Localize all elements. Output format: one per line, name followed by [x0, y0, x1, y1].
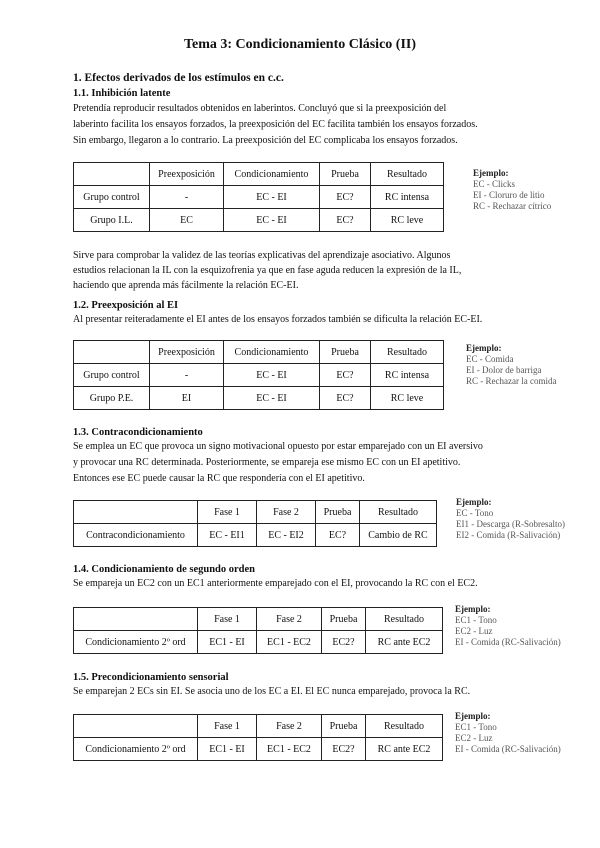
- example-label: Ejemplo:: [466, 343, 502, 353]
- table-cell: -: [150, 186, 224, 209]
- table-header-row: [74, 163, 444, 186]
- paragraph-line: y provocar una RC determinada. Posteriormente, se empareja ese mismo EC con un EI apetitivo.: [73, 457, 461, 468]
- table-header-row: [74, 608, 443, 631]
- table-cell: [74, 608, 198, 631]
- example-line: EI - Comida (RC-Salivación): [455, 744, 561, 754]
- table-cell: Grupo control: [74, 186, 150, 209]
- example-label: Ejemplo:: [473, 168, 509, 178]
- table-cell: Grupo I.L.: [74, 209, 150, 232]
- example-box: [455, 604, 561, 648]
- table-cell: EI: [150, 387, 224, 410]
- table-row: [74, 364, 444, 387]
- table-cell: Prueba: [320, 341, 371, 364]
- example-label: Ejemplo:: [455, 604, 491, 614]
- table-cell: Resultado: [366, 608, 443, 631]
- heading-contracondicionamiento: 1.3. Contracondicionamiento: [73, 427, 203, 438]
- table-cell: RC intensa: [371, 186, 444, 209]
- table-cell: Fase 2: [257, 715, 322, 738]
- table-cell: Prueba: [320, 163, 371, 186]
- table-cell: Prueba: [322, 715, 366, 738]
- table-cell: EC - EI1: [198, 524, 257, 547]
- example-line: EC - Clicks: [473, 179, 515, 189]
- example-line: EC - Comida: [466, 354, 514, 364]
- table-cell: Condicionamiento: [224, 341, 320, 364]
- example-label: Ejemplo:: [456, 497, 492, 507]
- heading-preexposicion-ei: 1.2. Preexposición al EI: [73, 300, 179, 311]
- example-line: EC1 - Tono: [455, 722, 497, 732]
- table-segundo-orden: [73, 607, 443, 654]
- paragraph-line: Sirve para comprobar la validez de las teorías explicativas del aprendizaje asociativo. Algunos: [73, 250, 451, 261]
- table-cell: EC1 - EC2: [257, 738, 322, 761]
- table-header-row: [74, 501, 437, 524]
- example-box: [455, 711, 561, 755]
- table-cell: Grupo P.E.: [74, 387, 150, 410]
- table-cell: Prueba: [322, 608, 366, 631]
- table-cell: EC - EI: [224, 209, 320, 232]
- table-cell: [74, 341, 150, 364]
- paragraph-line: haciendo que aprenda más fácilmente la relación EC-EI.: [73, 280, 299, 291]
- table-cell: Cambio de RC: [360, 524, 437, 547]
- example-line: RC - Rechazar cítrico: [473, 201, 552, 211]
- table-cell: EC: [150, 209, 224, 232]
- example-line: EC2 - Luz: [455, 626, 493, 636]
- example-line: EC - Tono: [456, 508, 494, 518]
- table-cell: EC1 - EI: [198, 631, 257, 654]
- example-line: EI - Dolor de barriga: [466, 365, 542, 375]
- example-box: [456, 497, 565, 541]
- table-cell: EC?: [320, 364, 371, 387]
- table-cell: [74, 501, 198, 524]
- table-cell: Resultado: [366, 715, 443, 738]
- table-row: [74, 209, 444, 232]
- table-cell: Resultado: [360, 501, 437, 524]
- paragraph-line: Pretendía reproducir resultados obtenidos en laberintos. Concluyó que si la preexposición del: [73, 103, 447, 114]
- table-row: [74, 186, 444, 209]
- table-contracondicionamiento: [73, 500, 437, 547]
- table-cell: EC1 - EI: [198, 738, 257, 761]
- table-cell: RC leve: [371, 387, 444, 410]
- example-box: [473, 168, 551, 212]
- heading-segundo-orden: 1.4. Condicionamiento de segundo orden: [73, 564, 256, 575]
- table-row: [74, 631, 443, 654]
- table-cell: EC?: [320, 387, 371, 410]
- example-label: Ejemplo:: [455, 711, 491, 721]
- table-row: [74, 524, 437, 547]
- table-cell: EC?: [320, 209, 371, 232]
- table-cell: EC?: [320, 186, 371, 209]
- table-precondicionamiento: [73, 714, 443, 761]
- paragraph-line: estudios relacionan la IL con la esquizofrenia ya que en fase aguda reducen la expresión de la IL,: [73, 265, 462, 276]
- table-cell: EC - EI2: [257, 524, 316, 547]
- table-cell: Fase 2: [257, 501, 316, 524]
- table-row: [74, 387, 444, 410]
- heading-inhibicion-latente: 1.1. Inhibición latente: [73, 88, 171, 99]
- table-cell: RC ante EC2: [366, 738, 443, 761]
- table-cell: Condicionamiento 2º ord: [74, 738, 198, 761]
- table-cell: Fase 1: [198, 501, 257, 524]
- table-cell: Preexposición: [150, 163, 224, 186]
- table-cell: Grupo control: [74, 364, 150, 387]
- table-cell: Resultado: [371, 341, 444, 364]
- paragraph-line: Se empareja un EC2 con un EC1 anteriormente emparejado con el EI, provocando la RC con el EC2.: [73, 578, 478, 589]
- paragraph-line: Al presentar reiteradamente el EI antes de los ensayos forzados también se dificulta la relación EC-EI.: [73, 314, 483, 325]
- table-header-row: [74, 341, 444, 364]
- table-preexposicion-ei: [73, 340, 444, 410]
- table-cell: RC ante EC2: [366, 631, 443, 654]
- example-line: EI - Cloruro de litio: [473, 190, 545, 200]
- section-heading-1: 1. Efectos derivados de los estímulos en c.c.: [73, 72, 284, 84]
- table-cell: EC - EI: [224, 186, 320, 209]
- table-cell: [74, 163, 150, 186]
- table-cell: Preexposición: [150, 341, 224, 364]
- table-cell: Condicionamiento 2º ord: [74, 631, 198, 654]
- table-cell: RC leve: [371, 209, 444, 232]
- example-line: EI2 - Comida (R-Salivación): [456, 530, 561, 540]
- table-inhibicion-latente: [73, 162, 444, 232]
- table-cell: Prueba: [316, 501, 360, 524]
- table-cell: Contracondicionamiento: [74, 524, 198, 547]
- example-line: RC - Rechazar la comida: [466, 376, 557, 386]
- example-line: EI - Comida (RC-Salivación): [455, 637, 561, 647]
- paragraph-line: Se emparejan 2 ECs sin EI. Se asocia uno de los EC a EI. El EC nunca emparejado, provoca la RC.: [73, 686, 471, 697]
- example-box: [466, 343, 556, 387]
- paragraph-line: Se emplea un EC que provoca un signo motivacional opuesto por estar emparejado con un EI aversivo: [73, 441, 483, 452]
- paragraph-line: laberinto facilita los ensayos forzados, la preexposición del EC facilita también los ensayos forzados.: [73, 119, 478, 130]
- table-cell: -: [150, 364, 224, 387]
- page-title: Tema 3: Condicionamiento Clásico (II): [183, 37, 417, 52]
- example-line: EC2 - Luz: [455, 733, 493, 743]
- heading-precondicionamiento: 1.5. Precondicionamiento sensorial: [73, 672, 229, 683]
- table-cell: EC2?: [322, 631, 366, 654]
- paragraph-line: Entonces ese EC puede causar la RC que respondería con el EI apetitivo.: [73, 473, 365, 484]
- example-line: EI1 - Descarga (R-Sobresalto): [456, 519, 566, 529]
- table-cell: EC1 - EC2: [257, 631, 322, 654]
- paragraph-line: Sin embargo, llegaron a lo contrario. La preexposición del EC complicaba los ensayos forzados.: [73, 135, 458, 146]
- table-cell: Condicionamiento: [224, 163, 320, 186]
- table-cell: EC2?: [322, 738, 366, 761]
- table-cell: Fase 1: [198, 715, 257, 738]
- table-cell: Fase 2: [257, 608, 322, 631]
- table-cell: EC - EI: [224, 364, 320, 387]
- table-cell: [74, 715, 198, 738]
- table-cell: EC?: [316, 524, 360, 547]
- table-cell: RC intensa: [371, 364, 444, 387]
- table-row: [74, 738, 443, 761]
- table-cell: Resultado: [371, 163, 444, 186]
- example-line: EC1 - Tono: [455, 615, 497, 625]
- table-cell: EC - EI: [224, 387, 320, 410]
- table-cell: Fase 1: [198, 608, 257, 631]
- table-header-row: [74, 715, 443, 738]
